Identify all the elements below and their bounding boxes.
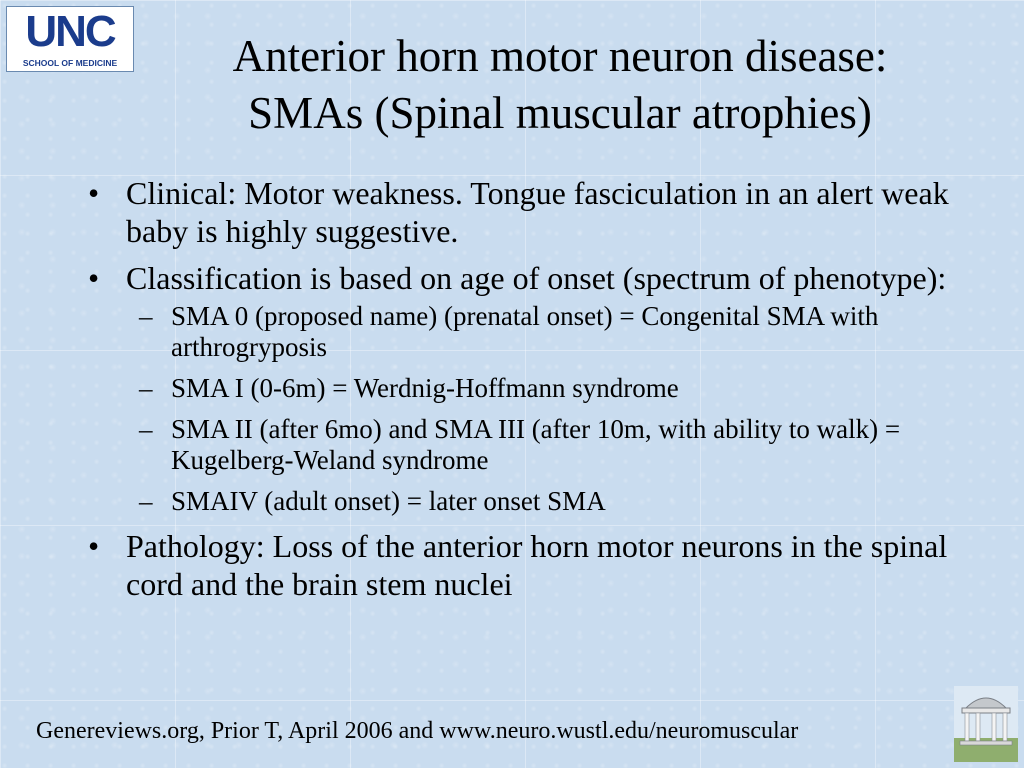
logo-school-text: SCHOOL OF MEDICINE [22,58,118,68]
old-well-drawing [954,686,1018,762]
bullet-text: Pathology: Loss of the anterior horn motor neurons in the spinal cord and the brain stem nuclei [126,528,948,602]
sub-bullet-text: SMAIV (adult onset) = later onset SMA [171,486,606,516]
dash-icon: – [139,301,153,331]
bullet-icon: • [88,528,100,564]
dash-icon: – [139,486,153,516]
sub-bullet-text: SMA 0 (proposed name) (prenatal onset) = Congenital SMA with arthrogryposis [171,301,879,362]
bullet-pathology [84,527,964,603]
slide-title [140,28,980,142]
sub-bullet-sma-1 [126,373,964,404]
bullet-list [84,174,964,603]
unc-school-of-medicine-logo [6,6,134,72]
bullet-clinical [84,174,964,250]
title-line-2: SMAs (Spinal muscular atrophies) [248,88,872,138]
bullet-classification [84,259,964,517]
sub-bullet-text: SMA I (0-6m) = Werdnig-Hoffmann syndrome [171,373,679,403]
dash-icon: – [139,414,153,444]
sub-bullet-sma-2-3 [126,414,964,476]
sub-bullet-text: SMA II (after 6mo) and SMA III (after 10m, with ability to walk) = Kugelberg-Weland syndrome [171,414,901,475]
sub-bullet-sma-0 [126,301,964,363]
bullet-text: Classification is based on age of onset (spectrum of phenotype): [126,260,947,296]
bullet-text: Clinical: Motor weakness. Tongue fasciculation in an alert weak baby is highly suggestive. [126,175,949,249]
bullet-icon: • [88,260,100,296]
bullet-icon: • [88,175,100,211]
citation-footer: Genereviews.org, Prior T, April 2006 and www.neuro.wustl.edu/neuromuscular [36,718,799,744]
dash-icon: – [139,373,153,403]
old-well-building-icon [954,686,1018,762]
sub-bullet-sma-4 [126,486,964,517]
logo-unc-text: UNC [25,7,115,56]
slide-content [84,174,964,612]
sub-bullet-list [126,301,964,517]
title-line-1: Anterior horn motor neuron disease: [232,31,888,81]
